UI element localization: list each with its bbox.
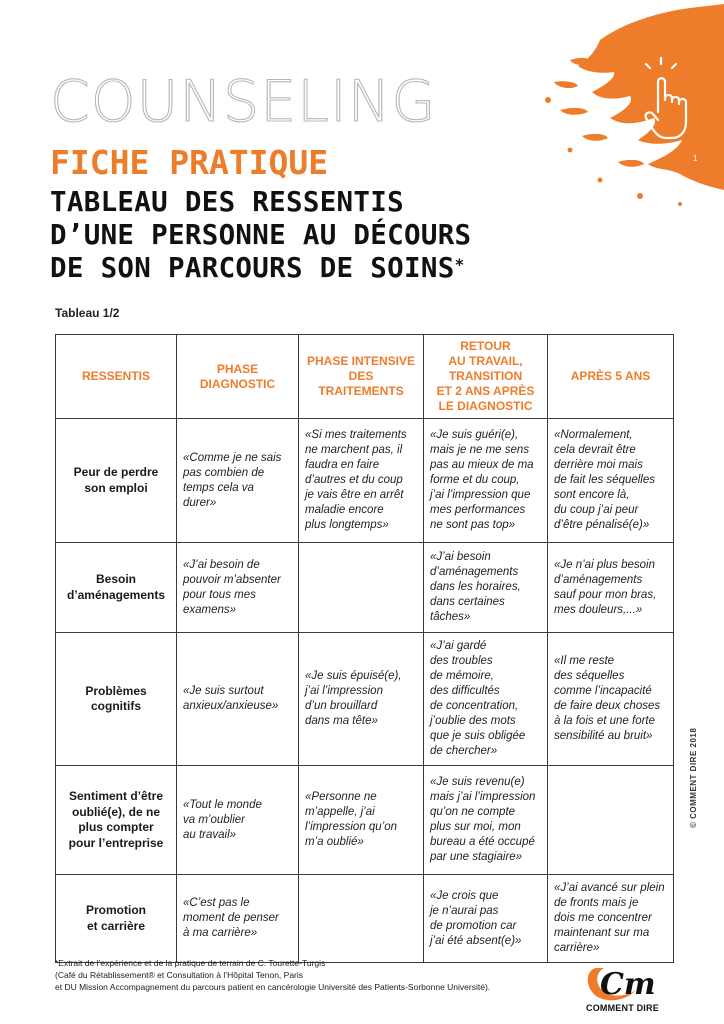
copyright-notice: © COMMENT DIRE 2018 [689,727,698,828]
page-number: 1 [693,154,698,163]
table-cell [299,875,424,963]
table-row [56,543,674,633]
table-cell: «Normalement, cela devrait être derrière moi mais de fait les séquelles sont encore là, du coup j’ai peur d’être pénalisé(e)» [548,419,674,543]
table-cell [548,766,674,875]
table-cell: «Je n’ai plus besoin d’aménagements sauf pour mon bras, mes douleurs,...» [548,543,674,633]
table-cell: «Comme je ne sais pas combien de temps cela va durer» [177,419,299,543]
column-header-diagnostic: PHASE DIAGNOSTIC [177,335,299,419]
row-label: Besoin d’aménagements [56,543,177,633]
column-header-traitements: PHASE INTENSIVE DES TRAITEMENTS [299,335,424,419]
column-header-retour-travail: RETOUR AU TRAVAIL, TRANSITION ET 2 ANS APRÈS LE DIAGNOSTIC [424,335,548,419]
row-label: Problèmes cognitifs [56,633,177,766]
table-cell: «C’est pas le moment de penser à ma carrière» [177,875,299,963]
title-line: DE SON PARCOURS DE SOINS* [50,252,465,284]
feelings-table [55,334,674,963]
column-header-ressentis: RESSENTIS [56,335,177,419]
table-cell: «Je suis guéri(e), mais je ne me sens pas au mieux de ma forme et du coup, j’ai l’impression que mes performances ne sont pas top» [424,419,548,543]
footnote [55,957,595,993]
footnote-line: (Café du Rétablissement® et Consultation à l’Hôpital Tenon, Paris [55,970,304,980]
table-cell: «Je suis épuisé(e), j’ai l’impression d’un brouillard dans ma tête» [299,633,424,766]
table-cell: «Il me reste des séquelles comme l’incapacité de faire deux choses à la fois et une forte sensibilité au bruit» [548,633,674,766]
table-caption: Tableau 1/2 [55,306,120,320]
row-label: Promotion et carrière [56,875,177,963]
table-row [56,633,674,766]
table-row [56,875,674,963]
table-cell: «J’ai avancé sur plein de fronts mais je dois me concentrer maintenant sur ma carrière» [548,875,674,963]
logo-letters: Cm [600,967,656,1002]
table-cell: «J’ai besoin de pouvoir m’absenter pour tous mes examens» [177,543,299,633]
document-subtitle: FICHE PRATIQUE [50,143,329,182]
row-label: Peur de perdre son emploi [56,419,177,543]
table-row [56,766,674,875]
footnote-line: *Extrait de l’expérience et de la pratique de terrain de C. Tourette-Turgis [55,958,326,968]
logo-name: COMMENT DIRE [586,1003,659,1013]
table-cell: «J’ai besoin d’aménagements dans les horaires, dans certaines tâches» [424,543,548,633]
table-cell: «Je suis surtout anxieux/anxieuse» [177,633,299,766]
table-cell: «Tout le monde va m’oublier au travail» [177,766,299,875]
title-line: D’UNE PERSONNE AU DÉCOURS [50,219,472,251]
brand-heading: COUNSELING [50,69,437,135]
row-label: Sentiment d’être oublié(e), de ne plus compter pour l’entreprise [56,766,177,875]
paint-splash-decoration [530,0,724,210]
table-cell: «Personne ne m’appelle, j’ai l’impression qu’on m’a oublié» [299,766,424,875]
footnote-line: et DU Mission Accompagnement du parcours patient en cancérologie Université des Patients-Sorbonne Université). [55,982,491,992]
table-cell: «J’ai gardé des troubles de mémoire, des difficultés de concentration, j’oublie des mots que je suis obligée de chercher» [424,633,548,766]
title-footnote-mark: * [454,255,465,274]
table-header-row [56,335,674,419]
document-title [50,186,471,285]
table-cell [299,543,424,633]
table-cell: «Je suis revenu(e) mais j’ai l’impression qu’on ne compte plus sur moi, mon bureau a été occupé par une stagiaire» [424,766,548,875]
column-header-apres-5-ans: APRÈS 5 ANS [548,335,674,419]
title-line: TABLEAU DES RESSENTIS [50,186,404,218]
table-cell: «Je crois que je n’aurai pas de promotion car j’ai été absent(e)» [424,875,548,963]
table-cell: «Si mes traitements ne marchent pas, il faudra en faire d’autres et du coup je vais être en arrêt maladie encore plus longtemps» [299,419,424,543]
table-row [56,419,674,543]
